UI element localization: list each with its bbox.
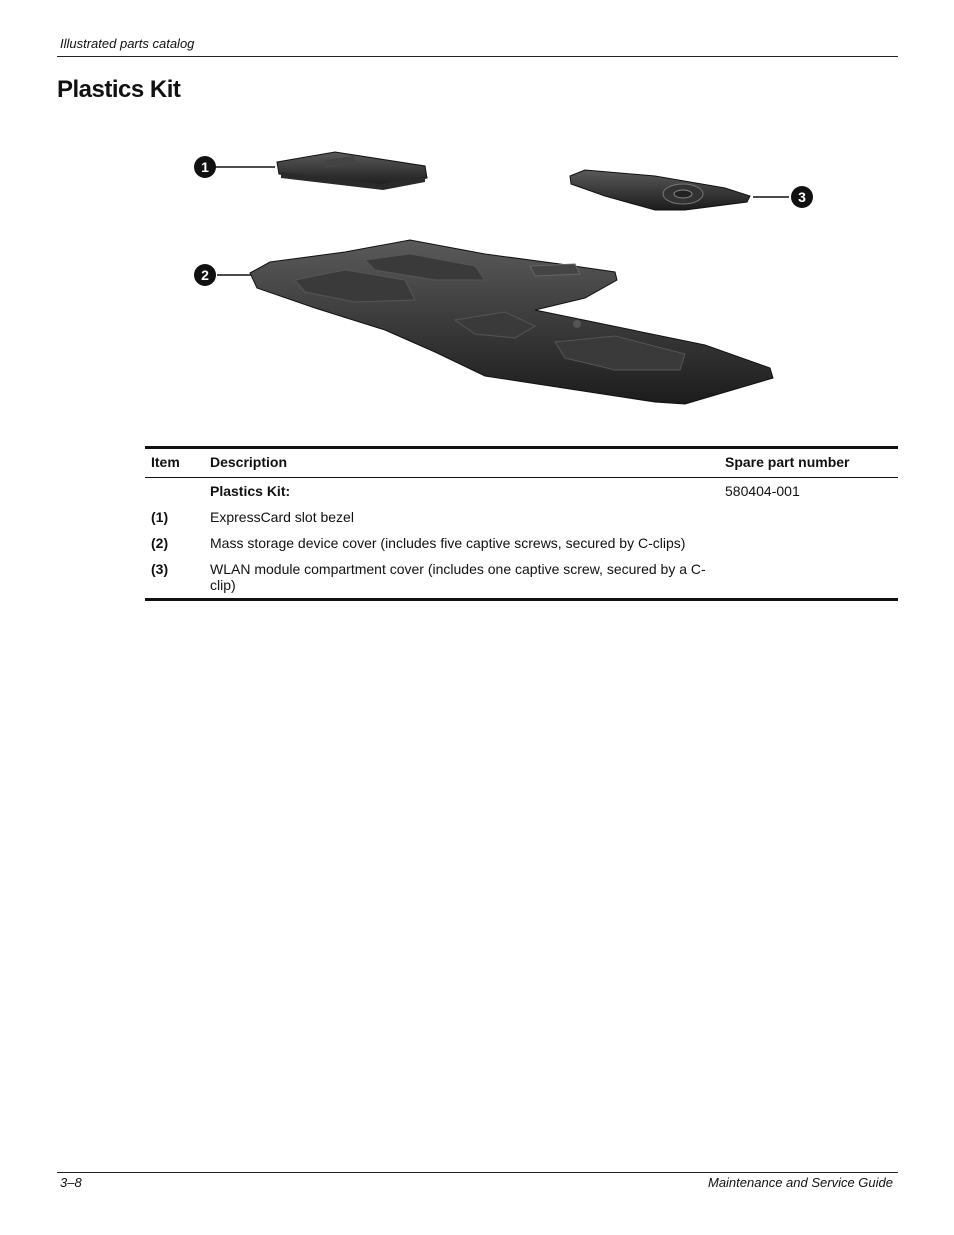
callout-1-label: 1 [201,159,209,175]
running-foot: Maintenance and Service Guide [707,1175,893,1190]
description-cell: Plastics Kit: [210,483,291,499]
item-cell: (3) [151,561,169,577]
part-number-cell [719,504,898,530]
callout-2 [194,264,216,286]
header-rule [57,56,898,57]
page-title: Plastics Kit [57,76,181,103]
item-cell: (1) [151,509,169,525]
table-row [145,478,898,505]
part-number-cell: 580404-001 [725,483,800,499]
part-number-cell [719,530,898,556]
wlan-cover-part [570,170,750,210]
column-header-spare-part-number: Spare part number [725,454,850,470]
parts-table [145,446,898,601]
page-number: 3–8 [60,1175,82,1190]
column-header-description: Description [210,454,288,470]
callout-3-label: 3 [798,189,806,205]
running-head: Illustrated parts catalog [60,36,195,51]
expresscard-bezel-part [277,152,427,190]
item-cell [145,478,204,505]
item-cell: (2) [151,535,169,551]
mass-storage-cover-part [250,240,773,404]
table-row [145,530,898,556]
description-cell: Mass storage device cover (includes five captive screws, secured by C-clips) [210,535,686,551]
description-cell: ExpressCard slot bezel [210,509,354,525]
part-number-cell [719,556,898,600]
footer-rule [57,1172,898,1173]
callout-2-label: 2 [201,267,209,283]
description-cell: WLAN module compartment cover (includes one captive screw, secured by a C-clip) [210,561,706,593]
parts-illustration [185,130,825,420]
table-row [145,556,898,600]
callout-1 [194,156,216,178]
table-header-row [145,448,898,478]
table-row [145,504,898,530]
callout-3 [791,186,813,208]
column-header-item: Item [151,454,180,470]
